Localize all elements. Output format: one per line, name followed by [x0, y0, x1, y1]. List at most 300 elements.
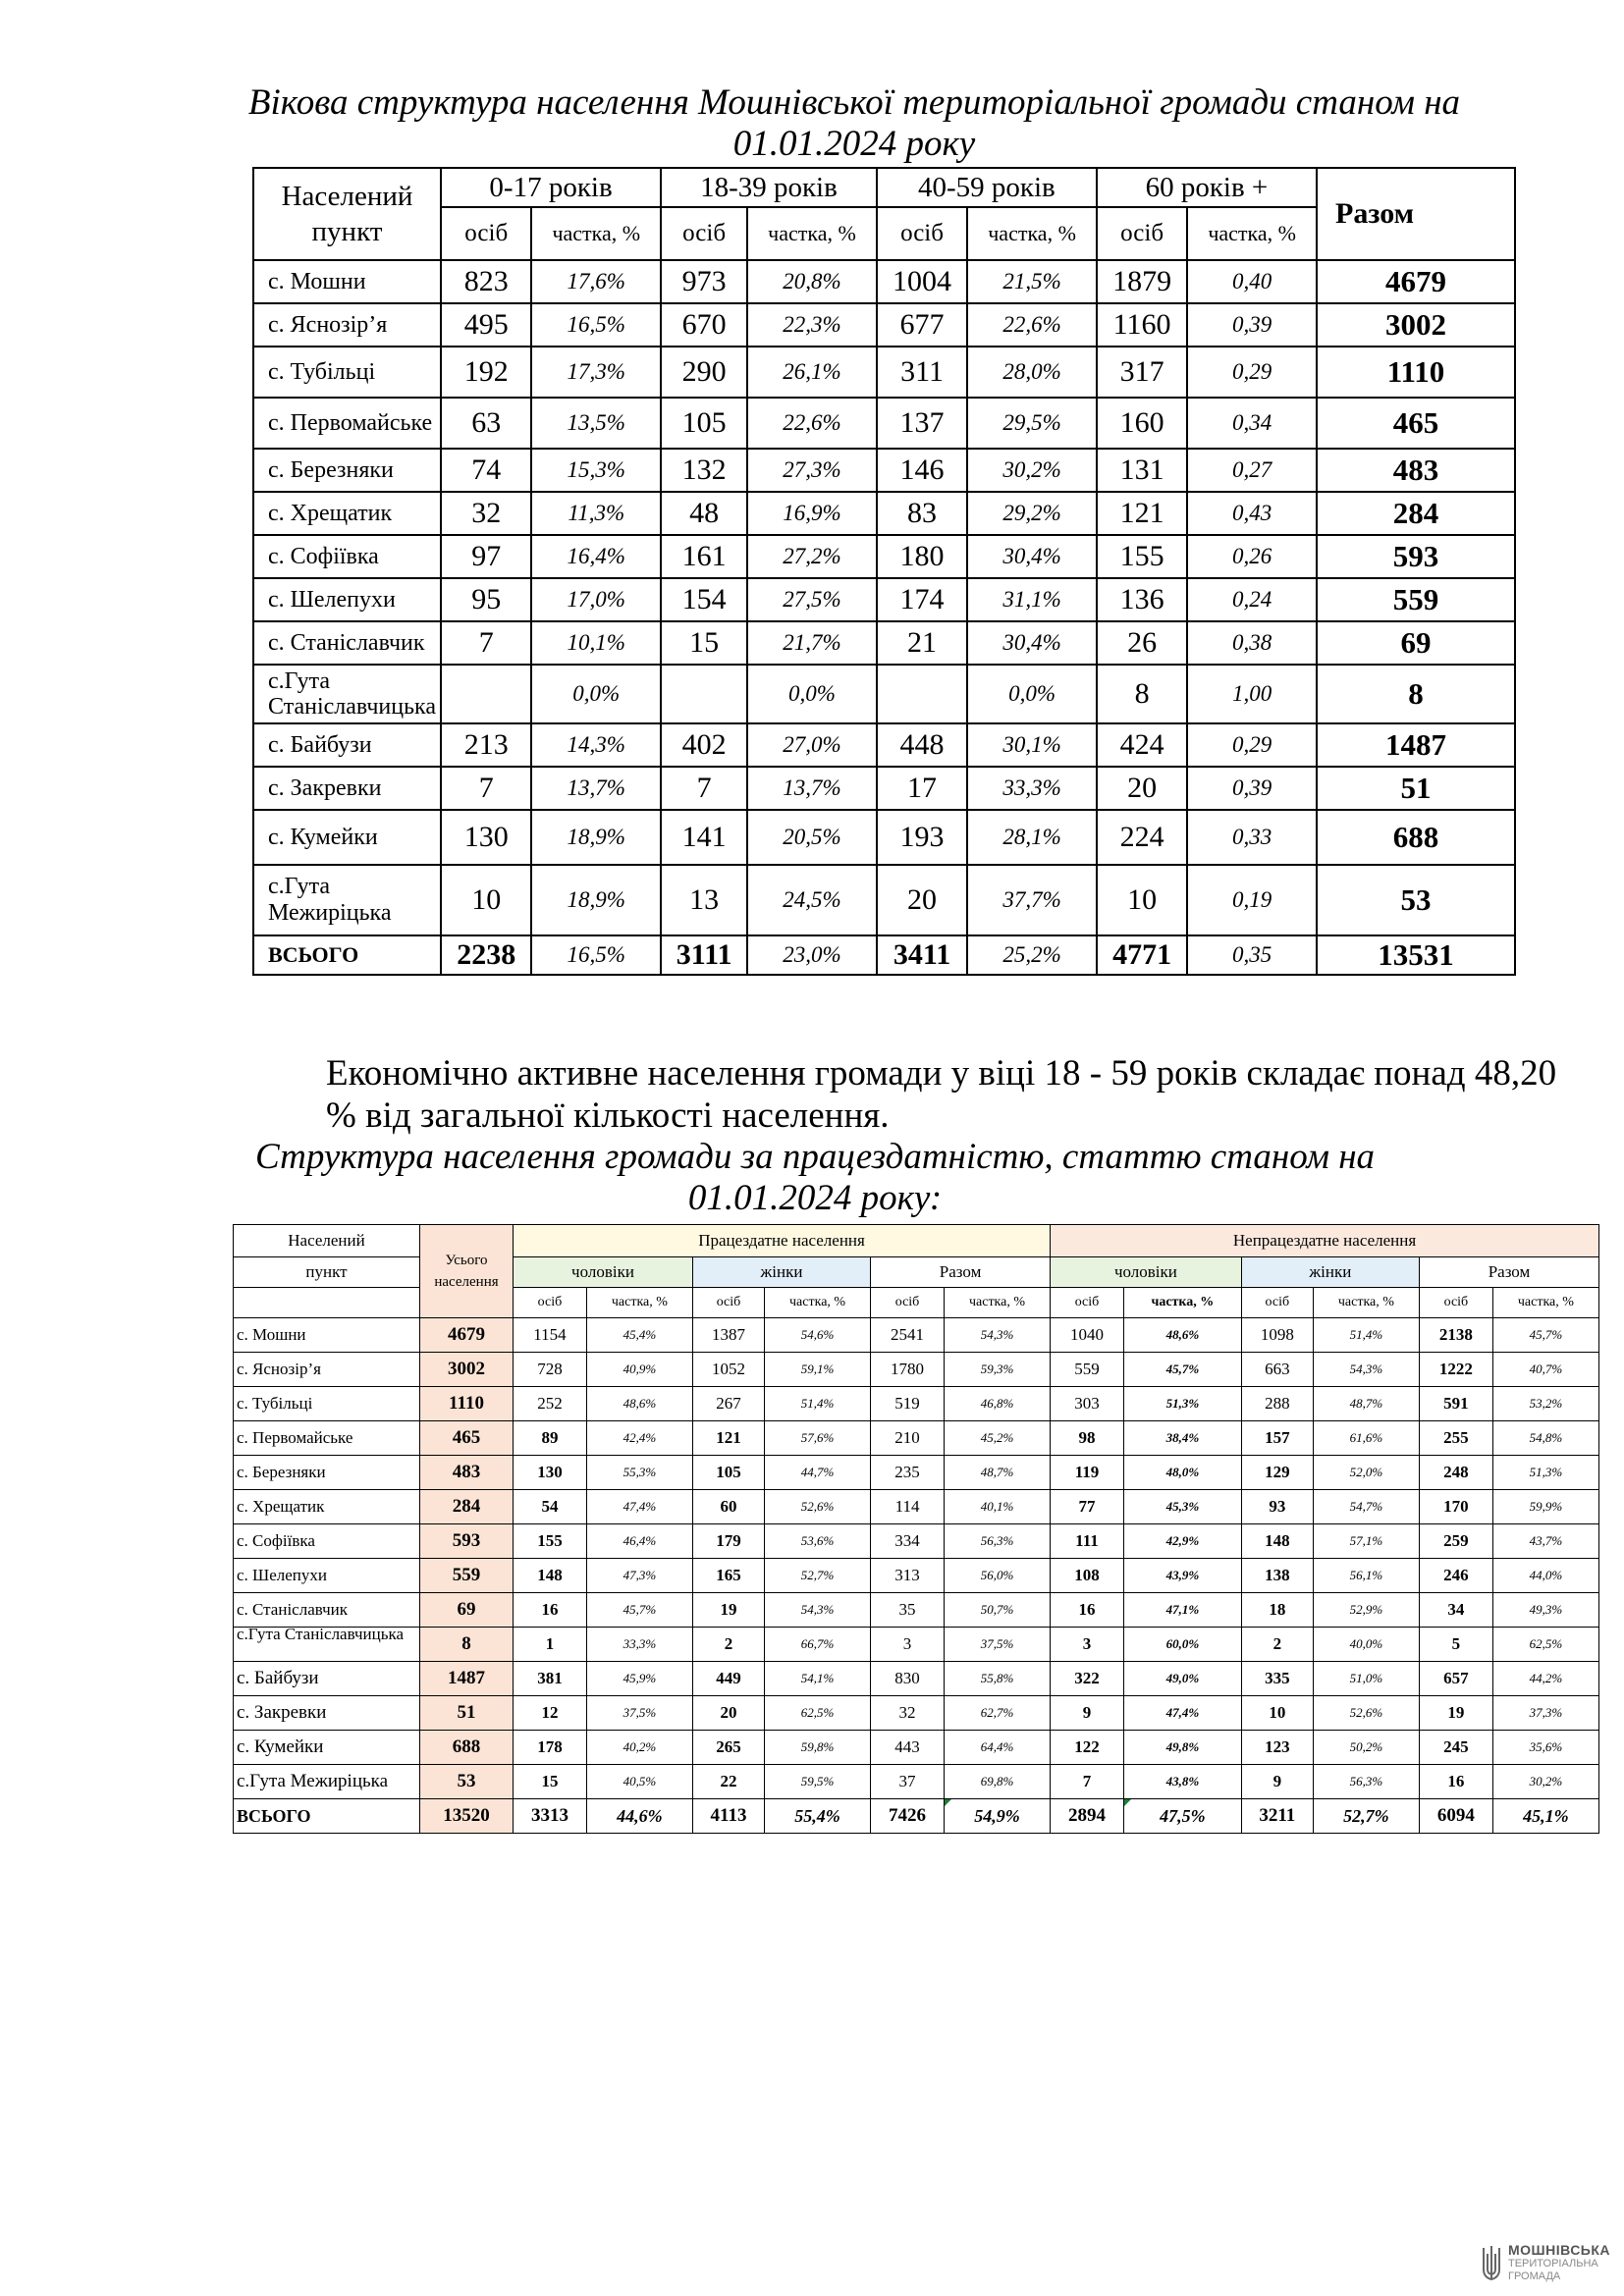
- table-row: [253, 449, 1515, 492]
- persons-cell: 9: [1241, 1765, 1313, 1799]
- table-row: [253, 767, 1515, 810]
- share-cell: 30,2%: [967, 449, 1097, 492]
- table-row: [234, 1765, 1599, 1799]
- persons-cell: 1160: [1097, 303, 1187, 347]
- share-cell: 0,24: [1187, 578, 1317, 621]
- header-total-population: Усього населення: [420, 1225, 514, 1318]
- share-cell: 37,3%: [1492, 1696, 1598, 1731]
- persons-cell: 108: [1051, 1559, 1124, 1593]
- header-empty: [234, 1288, 420, 1318]
- persons-cell: 160: [1097, 398, 1187, 449]
- table-row: [234, 1731, 1599, 1765]
- share-cell: 57,6%: [765, 1421, 871, 1456]
- persons-cell: 148: [1241, 1524, 1313, 1559]
- share-cell: 0,38: [1187, 621, 1317, 665]
- persons-cell: 77: [1051, 1490, 1124, 1524]
- settlement-name: с. Яснозір’я: [253, 303, 441, 347]
- settlement-name: с.Гута Станіславчицька: [234, 1628, 420, 1662]
- share-cell: 46,4%: [586, 1524, 692, 1559]
- persons-cell: 317: [1097, 347, 1187, 398]
- header-men: чоловіки: [514, 1257, 693, 1288]
- share-cell: 21,7%: [747, 621, 877, 665]
- persons-cell: 130: [441, 810, 531, 865]
- share-cell: 54,3%: [765, 1593, 871, 1628]
- logo-line-3: ГРОМАДА: [1508, 2270, 1561, 2282]
- share-cell: 47,4%: [586, 1490, 692, 1524]
- persons-cell: 10: [1097, 865, 1187, 935]
- trident-icon: [1481, 2244, 1502, 2283]
- share-cell: 54,3%: [944, 1318, 1050, 1353]
- settlement-name: с.Гута Станіславчицька: [253, 665, 441, 723]
- persons-cell: 210: [871, 1421, 945, 1456]
- share-cell: 22,6%: [747, 398, 877, 449]
- total-cell: 483: [1317, 449, 1515, 492]
- share-cell: 1,00: [1187, 665, 1317, 723]
- table-row: [234, 1318, 1599, 1353]
- persons-cell: 443: [871, 1731, 945, 1765]
- share-cell: 49,0%: [1123, 1662, 1241, 1696]
- persons-cell: 235: [871, 1456, 945, 1490]
- persons-cell: 7: [1051, 1765, 1124, 1799]
- share-cell: 16,5%: [531, 935, 661, 975]
- share-cell: 56,0%: [944, 1559, 1050, 1593]
- persons-cell: 20: [1097, 767, 1187, 810]
- share-cell: 52,6%: [1313, 1696, 1419, 1731]
- header-age-40-59: 40-59 років: [877, 168, 1097, 207]
- persons-cell: 180: [877, 535, 967, 578]
- share-cell: 48,6%: [586, 1387, 692, 1421]
- share-cell: 54,3%: [1313, 1353, 1419, 1387]
- table-row: [234, 1559, 1599, 1593]
- persons-cell: 1154: [514, 1318, 587, 1353]
- share-cell: 43,9%: [1123, 1559, 1241, 1593]
- share-cell: 43,7%: [1492, 1524, 1598, 1559]
- share-cell: 44,7%: [765, 1456, 871, 1490]
- persons-cell: 334: [871, 1524, 945, 1559]
- table-row: [253, 723, 1515, 767]
- settlement-name: с. Первомайське: [253, 398, 441, 449]
- table-row: [234, 1662, 1599, 1696]
- age-structure-title: Вікова структура населення Мошнівської територіальної громади станом на 01.01.2024 року: [247, 82, 1461, 164]
- persons-cell: 1098: [1241, 1318, 1313, 1353]
- share-cell: 64,4%: [944, 1731, 1050, 1765]
- age-structure-table: [252, 167, 1516, 976]
- share-cell: 52,7%: [1313, 1799, 1419, 1834]
- persons-cell: 97: [441, 535, 531, 578]
- share-cell: 45,4%: [586, 1318, 692, 1353]
- share-cell: 52,9%: [1313, 1593, 1419, 1628]
- share-cell: 48,0%: [1123, 1456, 1241, 1490]
- settlement-name: с. Первомайське: [234, 1421, 420, 1456]
- header-settlement: Населений пункт: [253, 168, 441, 260]
- share-cell: 59,9%: [1492, 1490, 1598, 1524]
- persons-cell: 138: [1241, 1559, 1313, 1593]
- persons-cell: [441, 665, 531, 723]
- workability-title: Структура населення громади за працездатністю, статтю станом на 01.01.2024 року:: [254, 1137, 1376, 1218]
- share-cell: 57,1%: [1313, 1524, 1419, 1559]
- persons-cell: 519: [871, 1387, 945, 1421]
- table-row: [253, 621, 1515, 665]
- persons-cell: 17: [877, 767, 967, 810]
- persons-cell: 54: [514, 1490, 587, 1524]
- header-persons: осіб: [441, 207, 531, 260]
- workability-table: [233, 1224, 1599, 1834]
- share-cell: 45,3%: [1123, 1490, 1241, 1524]
- header-share: частка, %: [747, 207, 877, 260]
- share-cell: 48,7%: [944, 1456, 1050, 1490]
- persons-cell: 495: [441, 303, 531, 347]
- persons-cell: 155: [1097, 535, 1187, 578]
- persons-cell: [661, 665, 747, 723]
- share-cell: 0,40: [1187, 260, 1317, 303]
- persons-cell: 154: [661, 578, 747, 621]
- share-cell: 0,19: [1187, 865, 1317, 935]
- persons-cell: 132: [661, 449, 747, 492]
- share-cell: 0,43: [1187, 492, 1317, 535]
- total-cell: 51: [1317, 767, 1515, 810]
- persons-cell: 192: [441, 347, 531, 398]
- share-cell: 35,6%: [1492, 1731, 1598, 1765]
- persons-cell: 98: [1051, 1421, 1124, 1456]
- total-population-cell: 483: [420, 1456, 514, 1490]
- persons-cell: 255: [1419, 1421, 1492, 1456]
- persons-cell: 402: [661, 723, 747, 767]
- persons-cell: 170: [1419, 1490, 1492, 1524]
- total-population-cell: 53: [420, 1765, 514, 1799]
- share-cell: 29,2%: [967, 492, 1097, 535]
- share-cell: 0,26: [1187, 535, 1317, 578]
- table-footer-row: [234, 1799, 1599, 1834]
- persons-cell: 12: [514, 1696, 587, 1731]
- total-cell: 1487: [1317, 723, 1515, 767]
- settlement-name: с.Гута Межиріцька: [253, 865, 441, 935]
- share-cell: 44,0%: [1492, 1559, 1598, 1593]
- share-cell: 47,4%: [1123, 1696, 1241, 1731]
- share-cell: 26,1%: [747, 347, 877, 398]
- table-row: [234, 1696, 1599, 1731]
- persons-cell: 381: [514, 1662, 587, 1696]
- persons-cell: 224: [1097, 810, 1187, 865]
- table-row: [253, 347, 1515, 398]
- persons-cell: 248: [1419, 1456, 1492, 1490]
- share-cell: 40,5%: [586, 1765, 692, 1799]
- header-total: Разом: [1317, 168, 1515, 260]
- persons-cell: 973: [661, 260, 747, 303]
- total-population-cell: 8: [420, 1628, 514, 1662]
- share-cell: 23,0%: [747, 935, 877, 975]
- share-cell: 11,3%: [531, 492, 661, 535]
- persons-cell: 83: [877, 492, 967, 535]
- persons-cell: 559: [1051, 1353, 1124, 1387]
- persons-cell: 3411: [877, 935, 967, 975]
- total-cell: 465: [1317, 398, 1515, 449]
- total-population-cell: 593: [420, 1524, 514, 1559]
- persons-cell: 141: [661, 810, 747, 865]
- total-population-cell: 559: [420, 1559, 514, 1593]
- share-cell: 16,4%: [531, 535, 661, 578]
- header-persons: осіб: [692, 1288, 764, 1318]
- persons-cell: 1780: [871, 1353, 945, 1387]
- share-cell: 0,27: [1187, 449, 1317, 492]
- table-row: [234, 1421, 1599, 1456]
- share-cell: 40,2%: [586, 1731, 692, 1765]
- share-cell: 25,2%: [967, 935, 1097, 975]
- share-cell: 45,7%: [1492, 1318, 1598, 1353]
- header-settlement-2: пункт: [234, 1257, 420, 1288]
- total-cell: 3002: [1317, 303, 1515, 347]
- share-cell: 53,2%: [1492, 1387, 1598, 1421]
- persons-cell: 4113: [692, 1799, 764, 1834]
- persons-cell: 8: [1097, 665, 1187, 723]
- share-cell: 40,9%: [586, 1353, 692, 1387]
- share-cell: 54,8%: [1492, 1421, 1598, 1456]
- persons-cell: 259: [1419, 1524, 1492, 1559]
- total-population-cell: 1487: [420, 1662, 514, 1696]
- total-population-cell: 51: [420, 1696, 514, 1731]
- share-cell: 51,3%: [1492, 1456, 1598, 1490]
- share-cell: 45,1%: [1492, 1799, 1598, 1834]
- share-cell: 62,5%: [1492, 1628, 1598, 1662]
- persons-cell: 5: [1419, 1628, 1492, 1662]
- persons-cell: 6094: [1419, 1799, 1492, 1834]
- persons-cell: 213: [441, 723, 531, 767]
- settlement-name: с. Закревки: [234, 1696, 420, 1731]
- persons-cell: 74: [441, 449, 531, 492]
- table-row: [253, 303, 1515, 347]
- persons-cell: 4771: [1097, 935, 1187, 975]
- share-cell: 50,2%: [1313, 1731, 1419, 1765]
- table-row: [253, 665, 1515, 723]
- persons-cell: 290: [661, 347, 747, 398]
- share-cell: 40,0%: [1313, 1628, 1419, 1662]
- persons-cell: 424: [1097, 723, 1187, 767]
- share-cell: 13,7%: [747, 767, 877, 810]
- share-cell: 42,9%: [1123, 1524, 1241, 1559]
- share-cell: 30,4%: [967, 621, 1097, 665]
- persons-cell: 16: [514, 1593, 587, 1628]
- share-cell: 54,6%: [765, 1318, 871, 1353]
- persons-cell: [877, 665, 967, 723]
- share-cell: 0,34: [1187, 398, 1317, 449]
- settlement-name: с. Закревки: [253, 767, 441, 810]
- share-cell: 51,3%: [1123, 1387, 1241, 1421]
- persons-cell: 130: [514, 1456, 587, 1490]
- persons-cell: 22: [692, 1765, 764, 1799]
- share-cell: 56,3%: [1313, 1765, 1419, 1799]
- settlement-name: с. Софіївка: [253, 535, 441, 578]
- share-cell: 52,7%: [765, 1559, 871, 1593]
- total-cell: 688: [1317, 810, 1515, 865]
- header-share: частка, %: [1313, 1288, 1419, 1318]
- persons-cell: 265: [692, 1731, 764, 1765]
- persons-cell: 2894: [1051, 1799, 1124, 1834]
- share-cell: 0,39: [1187, 303, 1317, 347]
- table-row: [234, 1387, 1599, 1421]
- persons-cell: 10: [1241, 1696, 1313, 1731]
- share-cell: 45,7%: [586, 1593, 692, 1628]
- header-women: жінки: [692, 1257, 870, 1288]
- settlement-name: с. Байбузи: [234, 1662, 420, 1696]
- persons-cell: 728: [514, 1353, 587, 1387]
- persons-cell: 591: [1419, 1387, 1492, 1421]
- persons-cell: 663: [1241, 1353, 1313, 1387]
- persons-cell: 448: [877, 723, 967, 767]
- table-row: [234, 1490, 1599, 1524]
- persons-cell: 193: [877, 810, 967, 865]
- persons-cell: 15: [661, 621, 747, 665]
- persons-cell: 2541: [871, 1318, 945, 1353]
- persons-cell: 1222: [1419, 1353, 1492, 1387]
- persons-cell: 26: [1097, 621, 1187, 665]
- persons-cell: 2: [692, 1628, 764, 1662]
- persons-cell: 89: [514, 1421, 587, 1456]
- community-logo: [1481, 2242, 1618, 2287]
- total-cell: 53: [1317, 865, 1515, 935]
- persons-cell: 19: [1419, 1696, 1492, 1731]
- header-settlement-1: Населений: [234, 1225, 420, 1257]
- total-population-cell: 688: [420, 1731, 514, 1765]
- persons-cell: 830: [871, 1662, 945, 1696]
- share-cell: 22,6%: [967, 303, 1097, 347]
- table-row: [253, 865, 1515, 935]
- table-row: [253, 492, 1515, 535]
- share-cell: 62,7%: [944, 1696, 1050, 1731]
- persons-cell: 161: [661, 535, 747, 578]
- total-population-cell: 1110: [420, 1387, 514, 1421]
- persons-cell: 35: [871, 1593, 945, 1628]
- share-cell: 16,9%: [747, 492, 877, 535]
- share-cell: 56,1%: [1313, 1559, 1419, 1593]
- share-cell: 37,5%: [944, 1628, 1050, 1662]
- persons-cell: 3: [871, 1628, 945, 1662]
- persons-cell: 37: [871, 1765, 945, 1799]
- header-persons: осіб: [877, 207, 967, 260]
- persons-cell: 7426: [871, 1799, 945, 1834]
- share-cell: 33,3%: [967, 767, 1097, 810]
- share-cell: 10,1%: [531, 621, 661, 665]
- share-cell: 37,5%: [586, 1696, 692, 1731]
- share-cell: 59,8%: [765, 1731, 871, 1765]
- total-population-cell: 13520: [420, 1799, 514, 1834]
- total-population-cell: 465: [420, 1421, 514, 1456]
- share-cell: 27,3%: [747, 449, 877, 492]
- persons-cell: 252: [514, 1387, 587, 1421]
- share-cell: 18,9%: [531, 865, 661, 935]
- persons-cell: 246: [1419, 1559, 1492, 1593]
- share-cell: 44,6%: [586, 1799, 692, 1834]
- share-cell: 28,0%: [967, 347, 1097, 398]
- header-age-18-39: 18-39 років: [661, 168, 877, 207]
- total-population-cell: 4679: [420, 1318, 514, 1353]
- persons-cell: 823: [441, 260, 531, 303]
- persons-cell: 174: [877, 578, 967, 621]
- share-cell: 40,7%: [1492, 1353, 1598, 1387]
- share-cell: 44,2%: [1492, 1662, 1598, 1696]
- settlement-name: с. Березняки: [253, 449, 441, 492]
- table-row: [253, 810, 1515, 865]
- header-persons: осіб: [1419, 1288, 1492, 1318]
- share-cell: 27,5%: [747, 578, 877, 621]
- share-cell: 51,0%: [1313, 1662, 1419, 1696]
- persons-cell: 63: [441, 398, 531, 449]
- persons-cell: 119: [1051, 1456, 1124, 1490]
- share-cell: 45,2%: [944, 1421, 1050, 1456]
- header-persons: осіб: [1097, 207, 1187, 260]
- settlement-name: с. Кумейки: [234, 1731, 420, 1765]
- header-sum: Разом: [871, 1257, 1051, 1288]
- share-cell: 55,4%: [765, 1799, 871, 1834]
- total-cell: 4679: [1317, 260, 1515, 303]
- settlement-name: с. Станіславчик: [234, 1593, 420, 1628]
- share-cell: 40,1%: [944, 1490, 1050, 1524]
- share-cell: 66,7%: [765, 1628, 871, 1662]
- persons-cell: 3111: [661, 935, 747, 975]
- settlement-name: ВСЬОГО: [253, 935, 441, 975]
- persons-cell: 13: [661, 865, 747, 935]
- table-row: [253, 535, 1515, 578]
- share-cell: 51,4%: [765, 1387, 871, 1421]
- header-nonworking-population: Непрацездатне населення: [1051, 1225, 1599, 1257]
- share-cell: 52,6%: [765, 1490, 871, 1524]
- header-age-60-plus: 60 років +: [1097, 168, 1317, 207]
- persons-cell: 146: [877, 449, 967, 492]
- header-age-0-17: 0-17 років: [441, 168, 661, 207]
- persons-cell: 1040: [1051, 1318, 1124, 1353]
- persons-cell: 105: [661, 398, 747, 449]
- persons-cell: 449: [692, 1662, 764, 1696]
- share-cell: 30,1%: [967, 723, 1097, 767]
- share-cell: 17,3%: [531, 347, 661, 398]
- persons-cell: 20: [877, 865, 967, 935]
- share-cell: 15,3%: [531, 449, 661, 492]
- persons-cell: 155: [514, 1524, 587, 1559]
- share-cell: 55,8%: [944, 1662, 1050, 1696]
- header-share: частка, %: [586, 1288, 692, 1318]
- persons-cell: 3313: [514, 1799, 587, 1834]
- header-share: частка, %: [944, 1288, 1050, 1318]
- table-footer-row: [253, 935, 1515, 975]
- share-cell: 49,8%: [1123, 1731, 1241, 1765]
- persons-cell: 60: [692, 1490, 764, 1524]
- share-cell: 29,5%: [967, 398, 1097, 449]
- total-population-cell: 284: [420, 1490, 514, 1524]
- persons-cell: 313: [871, 1559, 945, 1593]
- share-cell: 0,33: [1187, 810, 1317, 865]
- persons-cell: 10: [441, 865, 531, 935]
- settlement-name: с. Тубільці: [253, 347, 441, 398]
- persons-cell: 311: [877, 347, 967, 398]
- logo-line-1: МОШНІВСЬКА: [1508, 2242, 1611, 2258]
- header-share: частка, %: [765, 1288, 871, 1318]
- share-cell: 0,29: [1187, 723, 1317, 767]
- share-cell: 62,5%: [765, 1696, 871, 1731]
- total-cell: 13531: [1317, 935, 1515, 975]
- share-cell: 13,7%: [531, 767, 661, 810]
- settlement-name: ВСЬОГО: [234, 1799, 420, 1834]
- persons-cell: 178: [514, 1731, 587, 1765]
- header-sum: Разом: [1419, 1257, 1598, 1288]
- share-cell: 55,3%: [586, 1456, 692, 1490]
- persons-cell: 3: [1051, 1628, 1124, 1662]
- share-cell: 33,3%: [586, 1628, 692, 1662]
- share-cell: 0,29: [1187, 347, 1317, 398]
- active-population-text: Економічно активне населення громади у віці 18 - 59 років складає понад 48,20 % від загальної кількості населення.: [326, 1053, 1557, 1136]
- persons-cell: 7: [441, 621, 531, 665]
- share-cell: 22,3%: [747, 303, 877, 347]
- table-row: [253, 398, 1515, 449]
- table-row: [234, 1524, 1599, 1559]
- persons-cell: 7: [661, 767, 747, 810]
